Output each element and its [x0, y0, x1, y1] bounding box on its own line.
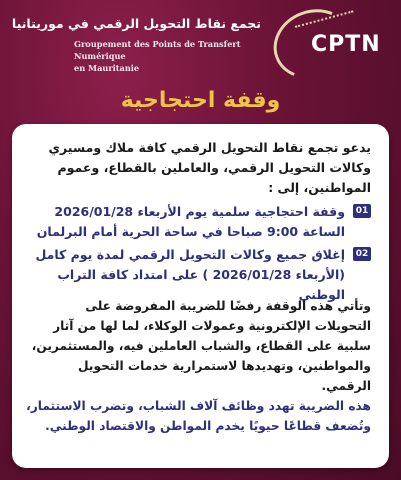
cptn-logo — [269, 10, 389, 70]
org-name-french — [74, 38, 274, 74]
org-name-french-line2: en Mauritanie — [74, 63, 140, 73]
item-number-badge: 02 — [353, 247, 371, 261]
list-item — [25, 202, 371, 242]
org-name-arabic: تجمع نقاط التحويل الرقمي في موريتانيا — [11, 16, 261, 31]
logo-text: CPTN — [311, 32, 381, 57]
item-text: إغلاق جميع وكالات التحويل الرقمي لمدة يوم كامل (الأربعاء 2026/01/28 ) على امتداد كافة التراب الوطني — [35, 247, 345, 302]
body-text: وتأتي هذه الوقفة رفضًا للضريبة المفروضة على التحويلات الإلكترونية وعمولات الوكلاء، لما لها من آثار سلبية على القطاع، والشباب العاملين فيه، والمستثمرين، والمواطنين، وتهديدها لاستمرارية خدمات التحويل الرقمي. — [31, 299, 371, 393]
closing-text: هذه الضريبة تهدد وظائف آلاف الشباب، وتضرب الاستثمار، وتُضعف قطاعًا حيويًا يخدم المواطن والاقتصاد الوطني. — [26, 399, 371, 433]
org-name-french-line1: Groupement des Points de Transfert Numérique — [74, 39, 241, 61]
header — [0, 0, 401, 78]
content-card — [12, 124, 389, 468]
item-text: وقفة احتجاجية سلمية يوم الأربعاء 2026/01/28 الساعة 9:00 صباحا في ساحة الحرية أمام البرلمان — [36, 204, 345, 239]
page-title: وقفة احتجاجية — [120, 88, 281, 113]
intro-text: يدعو تجمع نقاط التحويل الرقمي كافة ملاك ومسيري وكالات التحويل الرقمي، والعاملين بالقطاع، وعموم المواطنين، إلى : — [48, 140, 371, 195]
item-number-badge: 01 — [353, 204, 371, 218]
